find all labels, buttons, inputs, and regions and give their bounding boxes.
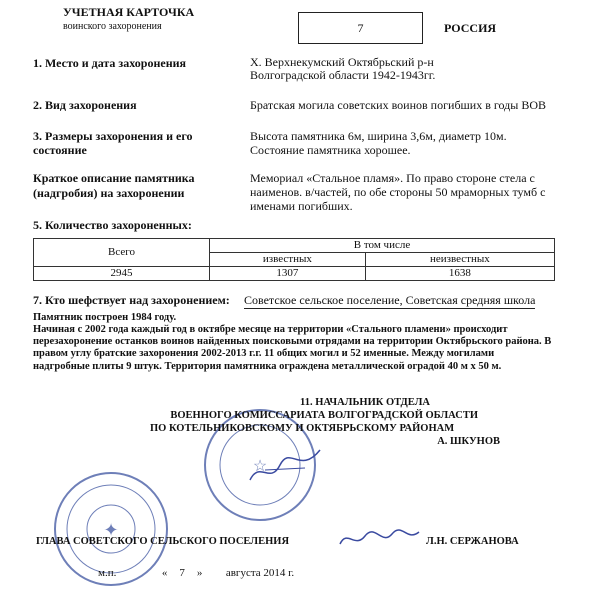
- sig1-line2: ВОЕННОГО КОМИССАРИАТА ВОЛГОГРАДСКОЙ ОБЛАСТИ: [170, 410, 478, 421]
- unknown-cell: 1638: [365, 267, 554, 281]
- signature1-block: [150, 396, 500, 448]
- sig2-title: ГЛАВА СОВЕТСКОГО СЕЛЬСКОГО ПОСЕЛЕНИЯ: [36, 536, 290, 547]
- quote-open: «: [161, 567, 168, 579]
- svg-text:☆: ☆: [252, 458, 268, 475]
- mp-label: м.п.: [98, 567, 117, 579]
- description-value: Мемориал «Стальное пламя». По право стороне стела с наименов. в/частей, по обе стороны 50 мраморных тумб с именами погибших.: [250, 171, 546, 213]
- date-rest: августа 2014 г.: [225, 567, 295, 579]
- notes-line1: Памятник построен 1984 году.: [33, 312, 177, 323]
- card-number: 7: [298, 12, 423, 44]
- card-subtitle: воинского захоронения: [63, 21, 162, 32]
- burials-table: [33, 238, 555, 281]
- footer-date: [98, 567, 294, 579]
- patron-label: 7. Кто шефствует над захоронением:: [33, 293, 230, 307]
- known-cell: 1307: [210, 267, 366, 281]
- burial-type-label: 2. Вид захоронения: [33, 98, 137, 112]
- quote-close: »: [196, 567, 203, 579]
- place-date-label: 1. Место и дата захоронения: [33, 56, 187, 70]
- col-total-header: Всего: [34, 239, 210, 267]
- description-label-line2: (надгробия) на захоронении: [33, 186, 185, 200]
- signature2-scribble: [337, 524, 422, 554]
- description-label-line1: Краткое описание памятника: [33, 171, 195, 185]
- card-title: УЧЕТНАЯ КАРТОЧКА: [63, 5, 195, 19]
- date-day: 7: [179, 567, 185, 579]
- place-date-value: Х. Верхнекумский Октябрьский р-н Волгоградской области 1942-1943гг.: [250, 55, 436, 82]
- sig1-name: А. ШКУНОВ: [437, 436, 500, 447]
- svg-text:✦: ✦: [103, 520, 119, 541]
- sig1-line1: 11. НАЧАЛЬНИК ОТДЕЛА: [300, 397, 430, 408]
- patron-value: Советское сельское поселение, Советская средняя школа: [244, 293, 536, 307]
- sig2-name: Л.Н. СЕРЖАНОВА: [426, 536, 519, 547]
- total-cell: 2945: [34, 267, 210, 281]
- quantity-label: 5. Количество захороненных:: [33, 218, 192, 232]
- size-label-line2: состояние: [33, 143, 87, 157]
- burial-type-value: Братская могила советских воинов погибших в годы ВОВ: [250, 98, 546, 112]
- size-label-line1: 3. Размеры захоронения и его: [33, 129, 193, 143]
- col-unknown-header: неизвестных: [365, 253, 554, 267]
- notes-body: Начиная с 2002 года каждый год в октябре месяце на территории «Стального пламени» происходит перезахоронение останков воинов найденных поисковыми отрядами на территории Октябрьского района. В правом углу братские захоронения 2002-2013 г.г. 11 общих могил и 52 именные. Между могилами надгробные плиты 9 штук. Территория памятника ограждена металлической оградой 40 м х 50 м.: [33, 324, 552, 372]
- signature1-scribble: [245, 440, 325, 490]
- sig1-line3: ПО КОТЕЛЬНИКОВСКОМУ И ОКТЯБРЬСКОМУ РАЙОНАМ: [150, 423, 455, 434]
- col-known-header: известных: [210, 253, 366, 267]
- col-including-header: В том числе: [210, 239, 555, 253]
- size-value: Высота памятника 6м, ширина 3,6м, диаметр 10м. Состояние памятника хорошее.: [250, 129, 507, 157]
- country-label: РОССИЯ: [444, 21, 497, 35]
